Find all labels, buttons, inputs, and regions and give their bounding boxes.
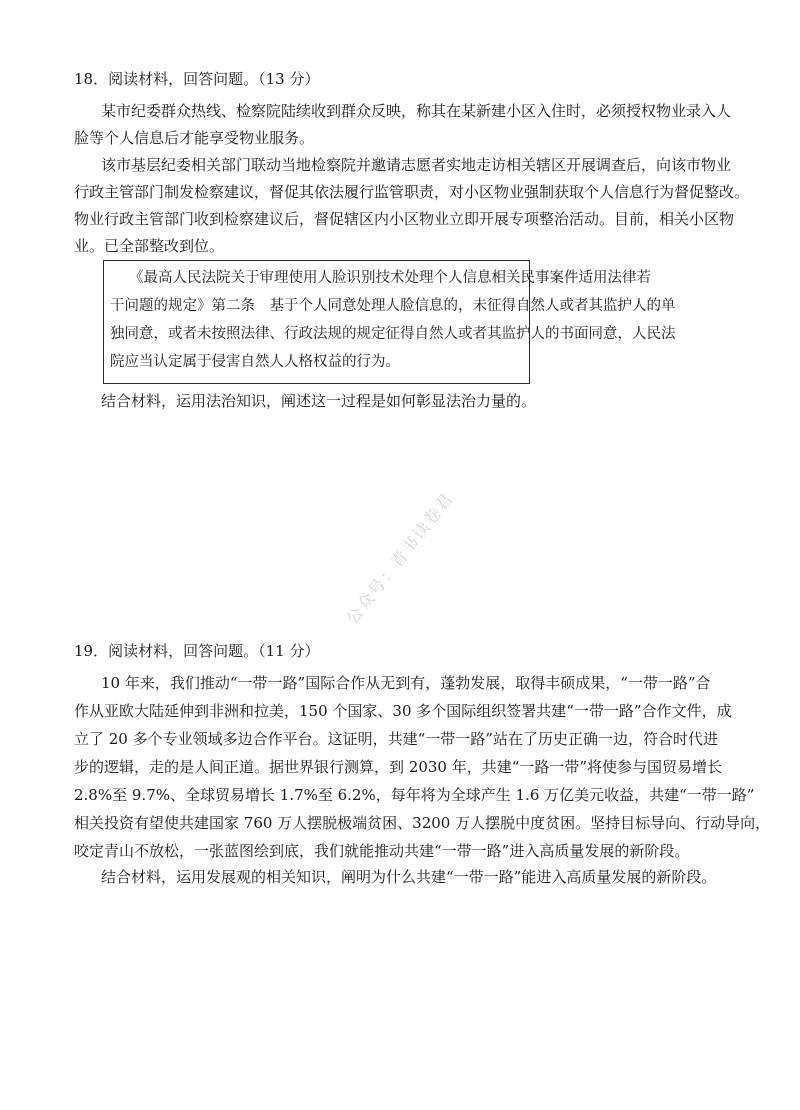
law-excerpt-line-3: 独同意，或者未按照法律、行政法规的规定征得自然人或者其监护人的书面同意，人民法	[110, 326, 676, 342]
law-excerpt-box	[103, 260, 676, 384]
q18-p2-line-4: 业。已全部整改到位。	[74, 237, 225, 255]
question-18-title: 18．阅读材料，回答问题。（13 分）	[74, 70, 320, 88]
q18-p2-line-1: 该市基层纪委相关部门联动当地检察院并邀请志愿者实地走访相关辖区开展调查后，向该市物业	[101, 156, 732, 174]
q19-line-1: 10 年来，我们推动“一带一路”国际合作从无到有，蓬勃发展，取得丰硕成果，“一带一路”合	[101, 674, 711, 692]
q19-line-3: 立了 20 多个专业领域多边合作平台。这证明，共建“一带一路”站在了历史正确一边，符合时代进	[74, 730, 718, 748]
question-18-prompt: 结合材料，运用法治知识，阐述这一过程是如何彰显法治力量的。	[101, 392, 537, 410]
question-19-prompt: 结合材料，运用发展观的相关知识，阐明为什么共建“一带一路”能进入高质量发展的新阶段。	[101, 868, 717, 886]
q19-line-6: 相关投资有望使共建国家 760 万人摆脱极端贫困、3200 万人摆脱中度贫困。坚持目标导向、行动导向，	[74, 814, 771, 832]
watermark: 公众号：青书读卷君	[342, 488, 458, 628]
q19-line-5: 2.8%至 9.7%、全球贸易增长 1.7%至 6.2%，每年将为全球产生 1.6 万亿美元收益，共建“一带一路”	[74, 786, 755, 804]
q19-line-7: 咬定青山不放松，一张蓝图绘到底，我们就能推动共建“一带一路”进入高质量发展的新阶段。	[74, 842, 690, 860]
q18-p1-line-2: 脸等个人信息后才能享受物业服务。	[74, 129, 315, 147]
law-excerpt-line-2: 干问题的规定》第二条 基于个人同意处理人脸信息的，未征得自然人或者其监护人的单	[110, 298, 676, 314]
law-excerpt-line-4: 院应当认定属于侵害自然人人格权益的行为。	[110, 354, 400, 370]
law-excerpt-line-1: 《最高人民法院关于审理使用人脸识别技术处理个人信息相关民事案件适用法律若	[129, 270, 651, 286]
q19-line-4: 步的逻辑，走的是人间正道。据世界银行测算，到 2030 年，共建“一路一带”将使参与国贸易增长	[74, 758, 723, 776]
question-19-title: 19．阅读材料，回答问题。（11 分）	[74, 642, 320, 660]
q18-p1-line-1: 某市纪委群众热线、检察院陆续收到群众反映，称其在某新建小区入住时，必须授权物业录入人	[101, 102, 732, 120]
q19-line-2: 作从亚欧大陆延伸到非洲和拉美，150 个国家、30 多个国际组织签署共建“一带一路”合作文件，成	[74, 702, 732, 720]
q18-p2-line-2: 行政主管部门制发检察建议，督促其依法履行监管职责，对小区物业强制获取个人信息行为督促整改。	[74, 183, 750, 201]
q18-p2-line-3: 物业行政主管部门收到检察建议后，督促辖区内小区物业立即开展专项整治活动。目前，相关小区物	[74, 210, 735, 228]
